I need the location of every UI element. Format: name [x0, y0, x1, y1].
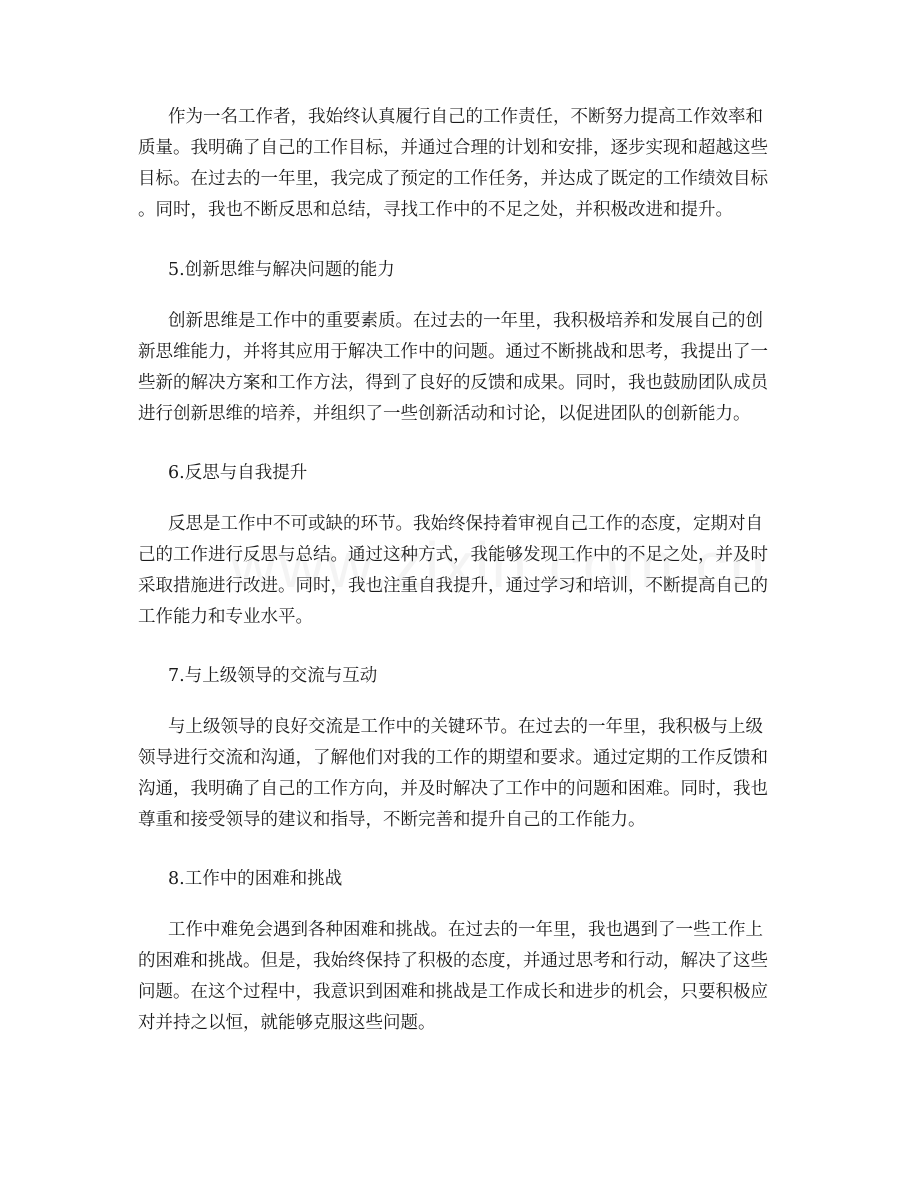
- section-heading: 7.与上级领导的交流与互动: [168, 666, 378, 686]
- paragraph-line: 工作中难免会遇到各种困难和挑战。在过去的一年里，我也遇到了一些工作上: [168, 920, 763, 940]
- paragraph-line: 些新的解决方案和工作方法，得到了良好的反馈和成果。同时，我也鼓励团队成员: [138, 373, 768, 393]
- intro-paragraph: [138, 102, 768, 226]
- paragraph-line: 沟通，我明确了自己的工作方向，并及时解决了工作中的问题和困难。同时，我也: [138, 779, 768, 799]
- paragraph-line: 的困难和挑战。但是，我始终保持了积极的态度，并通过思考和行动，解决了这些: [138, 951, 768, 971]
- paragraph-line: 进行创新思维的培养，并组织了一些创新活动和讨论，以促进团队的创新能力。: [138, 404, 751, 424]
- paragraph-line: 己的工作进行反思与总结。通过这种方式，我能够发现工作中的不足之处，并及时: [138, 545, 768, 565]
- section-paragraph: [138, 509, 768, 633]
- paragraph-line: 领导进行交流和沟通，了解他们对我的工作的期望和要求。通过定期的工作反馈和: [138, 748, 768, 768]
- paragraph-line: 与上级领导的良好交流是工作中的关键环节。在过去的一年里，我积极与上级: [168, 717, 763, 737]
- section-paragraph: [138, 306, 768, 430]
- paragraph-line: 作为一名工作者，我始终认真履行自己的工作责任，不断努力提高工作效率和: [168, 107, 763, 127]
- section-heading: 8.工作中的困难和挑战: [168, 869, 343, 889]
- paragraph-line: 尊重和接受领导的建议和指导，不断完善和提升自己的工作能力。: [138, 810, 646, 830]
- paragraph-line: 对并持之以恒，就能够克服这些问题。: [138, 1013, 436, 1033]
- section-paragraph: [138, 915, 768, 1039]
- paragraph-line: 工作能力和专业水平。: [138, 607, 313, 627]
- section-heading: 5.创新思维与解决问题的能力: [168, 260, 395, 280]
- section-paragraph: [138, 712, 768, 836]
- paragraph-line: 。同时，我也不断反思和总结，寻找工作中的不足之处，并积极改进和提升。: [138, 200, 733, 220]
- paragraph-line: 反思是工作中不可或缺的环节。我始终保持着审视自己工作的态度，定期对自: [168, 514, 763, 534]
- paragraph-line: 问题。在这个过程中，我意识到困难和挑战是工作成长和进步的机会，只要积极应: [138, 982, 768, 1002]
- paragraph-line: 采取措施进行改进。同时，我也注重自我提升，通过学习和培训，不断提高自己的: [138, 576, 768, 596]
- paragraph-line: 新思维能力，并将其应用于解决工作中的问题。通过不断挑战和思考，我提出了一: [138, 342, 768, 362]
- paragraph-line: 质量。我明确了自己的工作目标，并通过合理的计划和安排，逐步实现和超越这些: [138, 138, 768, 158]
- paragraph-line: 目标。在过去的一年里，我完成了预定的工作任务，并达成了既定的工作绩效目标: [138, 169, 768, 189]
- paragraph-line: 创新思维是工作中的重要素质。在过去的一年里，我积极培养和发展自己的创: [168, 311, 763, 331]
- section-heading: 6.反思与自我提升: [168, 463, 308, 483]
- document-body: [138, 102, 768, 1039]
